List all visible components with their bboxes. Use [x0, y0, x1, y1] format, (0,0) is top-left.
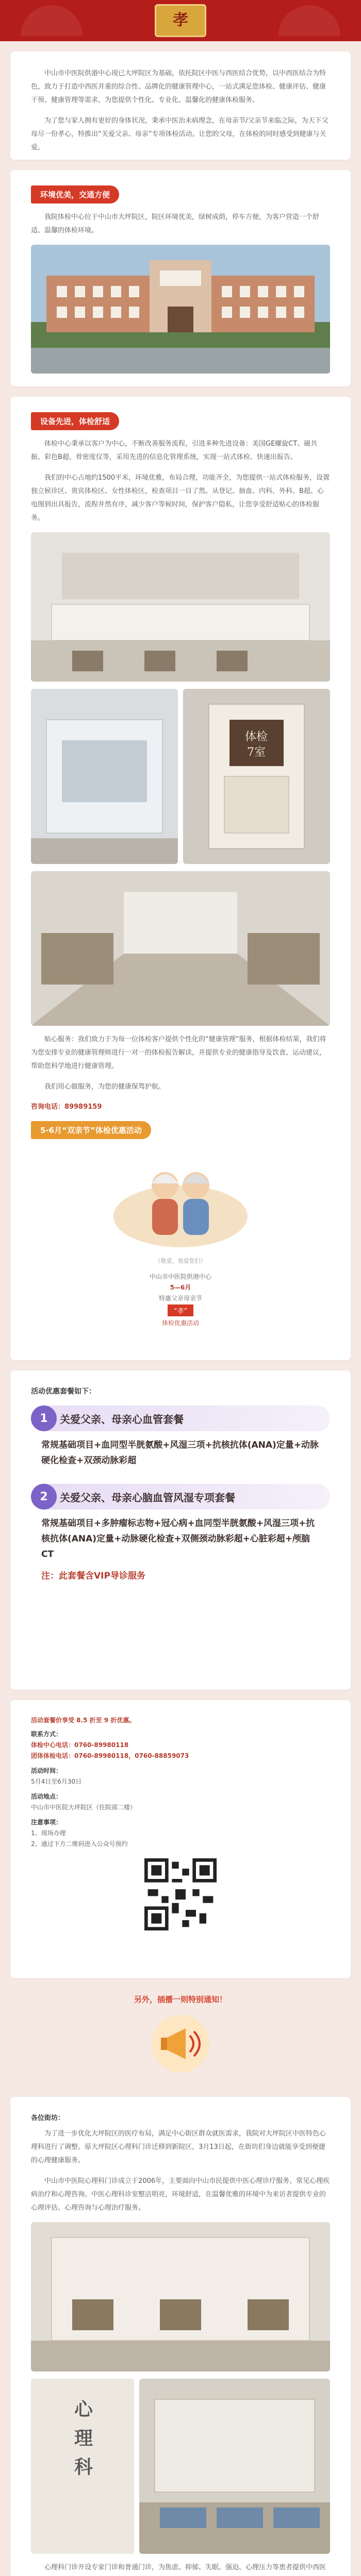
qr-code[interactable]	[31, 1858, 330, 1933]
elderly-couple-illustration	[103, 1149, 258, 1252]
notice-banner	[10, 1989, 351, 2092]
event-poster	[31, 1149, 330, 1327]
equipment-paragraph-4: 我们用心做服务，为您的健康保驾护航。	[44, 1083, 166, 1091]
svg-text:7室: 7室	[247, 746, 266, 759]
place-label: 活动地点：	[31, 1793, 62, 1800]
consult-phone[interactable]	[31, 1101, 330, 1111]
package-1-title: 关爱父亲、母亲心血管套餐	[60, 1413, 184, 1426]
qr-code-icon[interactable]	[144, 1858, 217, 1930]
notice-header: 各位街坊：	[31, 2114, 65, 2122]
package-2-title: 关爱父亲、母亲心脑血管风湿专项套餐	[60, 1491, 235, 1504]
phone-label: 咨询电话：	[31, 1103, 65, 1111]
notes-label: 注意事项：	[31, 1819, 62, 1826]
reception-area-photo	[31, 532, 330, 682]
event-place: 中山市中医院大坪院区（住院部二楼）	[31, 1804, 137, 1811]
hospital-building-photo	[31, 245, 330, 374]
poster-org: 中山市中医院供港中心	[149, 1273, 211, 1280]
banner-medal	[155, 4, 206, 37]
psychology-sign-text: 心理科	[71, 2399, 93, 2486]
exam-room-door-photo	[183, 689, 330, 864]
poster-caption: （敬爱，我爱您们）	[155, 1258, 206, 1264]
psychology-clinic-photo	[31, 2222, 330, 2371]
intro-paragraph-1: 中山市中医院供港中心现已大坪院区为基础，依托院区中医与西医结合优势，以中西医结合为特色，致力于打造中西医并重的综合性、品牌化的健康管理中心，一站式满足您体检、健康评估、健康干预、健康管理等需求，为您提供个性化、专业化、温馨化的健康体检服务。	[31, 70, 326, 104]
svg-text:体检: 体检	[244, 731, 268, 743]
section-title-environment: 环境优美，交通方便	[31, 185, 119, 204]
banner-decoration	[21, 5, 83, 36]
waiting-room-photo	[139, 2379, 330, 2554]
corridor-photo	[31, 871, 330, 1026]
package-2-items: 常规基础项目+多肿瘤标志物+冠心病+血同型半胱氨酸+风湿三项+抗核抗体(ANA)定量+动脉硬化检查+双侧颈动脉彩超+心脏彩超+颅脑 CT	[41, 1518, 315, 1560]
event-info-card	[10, 1700, 351, 1978]
environment-card	[10, 170, 351, 386]
notice-paragraph-1: 为了进一步优化大坪院区的医疗布局，满足中心街区群众就医需求，我院对大坪院区中医特色心理科进行了调整。原大坪院区心理科门诊迁移到新院区，3月13日起，在街坊们身边就能享受到便捷的心理健康服务。	[31, 2130, 326, 2164]
poster-slogan: “孝”	[168, 1304, 193, 1316]
package-1-number: 1	[31, 1405, 57, 1431]
equipment-paragraph-1: 体检中心秉承以客户为中心，不断改善服务流程，引进多种先进设备：美国GE螺旋CT、磁共振、彩色B超、骨密度仪等，采用先进的信息化管理系统，实现一站式体检、快速出报告。	[31, 440, 318, 461]
notice-title: 另外，插播一则特别通知！	[134, 1995, 227, 2004]
top-banner	[0, 0, 361, 41]
environment-text: 我院体检中心位于中山市大坪院区，院区环境优美，绿树成荫，停车方便，为客户营造一个舒适、温馨的体检环境。	[31, 213, 320, 234]
megaphone-icon	[150, 2013, 211, 2075]
time-label: 活动时间：	[31, 1767, 62, 1774]
section-title-equipment: 设备先进，体检舒适	[31, 412, 119, 430]
poster-month: 5—6月	[170, 1284, 191, 1291]
price-note: 活动套餐价享受 8.5 折至 9 折优惠。	[31, 1717, 136, 1724]
section-title-event: 5-6月“双亲节”体检优惠活动	[31, 1121, 151, 1139]
package-2-number: 2	[31, 1484, 57, 1510]
equipment-paragraph-3: 贴心服务：我们致力于为每一位体检客户提供个性化的“健康管理”服务，根据体检结果，我们将为您安排专业的健康管理师进行一对一的体检报告解读，并提供专业的健康指导及饮食、运动建议，帮助您科学地进行健康管理。	[31, 1036, 326, 1070]
contact-label: 联系方式：	[31, 1731, 62, 1738]
equipment-card	[10, 397, 351, 1360]
package-1-title-bar	[31, 1405, 330, 1431]
psychology-sign-photo	[31, 2379, 134, 2554]
contact-2[interactable]: 团体体检电话：0760-89980118，0760-88859073	[31, 1752, 189, 1759]
notice-paragraph-2: 中山市中医院心理科门诊成立于2006年，主要面向中山市民提供中医心理诊疗服务、常见心理疾病治疗和心理咨询。中医心理科诊室整洁明亮，环境舒适，在温馨优雅的环境中为来访者提供专业的心理评估、心理咨询与心理治疗服务。	[31, 2177, 330, 2212]
event-time: 5月4日至6月30日	[31, 1778, 82, 1785]
banner-decoration	[278, 5, 340, 36]
package-2-title-bar	[31, 1484, 330, 1510]
note-1: 1、现场办理	[31, 1829, 66, 1837]
equipment-paragraph-2: 我们的中心占地约1500平米，环境优雅，布局合理，功能齐全，为您提供一站式体检服务，设置独立候诊区、贵宾体检区、女性体检区，检查项目一目了然。从登记、抽血、内科、外科、B超、心电图到出具报告，流程井然有序，减少客户等候时间，保护客户隐私，让您享受舒适贴心的体检服务。	[31, 474, 330, 522]
contact-1[interactable]: 体检中心电话：0760-89980118	[31, 1741, 129, 1749]
notice-paragraph-3: 心理科门诊开设专家门诊和普通门诊，为焦虑、抑郁、失眠、强迫、心理压力等患者提供中西医	[44, 2564, 326, 2571]
exam-room-photo	[31, 689, 178, 864]
note-2: 2、通过下方二维码进入公众号预约	[31, 1840, 128, 1848]
package-1-items: 常规基础项目+血同型半胱氨酸+风湿三项+抗核抗体(ANA)定量+动脉硬化检查+双颈动脉彩超	[41, 1440, 319, 1466]
intro-card	[10, 52, 351, 160]
medal-char: 孝	[173, 11, 188, 29]
packages-card	[10, 1370, 351, 1690]
poster-tag: 体检优惠活动	[161, 1319, 199, 1327]
packages-heading: 活动优惠套餐如下：	[31, 1387, 96, 1396]
package-2-vip-note: 注：此套餐含VIP导诊服务	[41, 1571, 145, 1581]
poster-sub: 特惠父亲母亲节	[158, 1295, 202, 1302]
intro-paragraph-2: 为了您与家人拥有更好的身体状况，秉承中医治未病理念，在母亲节/父亲节来临之际，为天下父母尽一份孝心，特推出“关爱父亲、母亲”专项体检活动。让您的父母，在体检的同时感受到健康与关爱。	[31, 117, 329, 151]
phone-number[interactable]: 89989159	[64, 1103, 102, 1111]
notice-card	[10, 2097, 351, 2576]
